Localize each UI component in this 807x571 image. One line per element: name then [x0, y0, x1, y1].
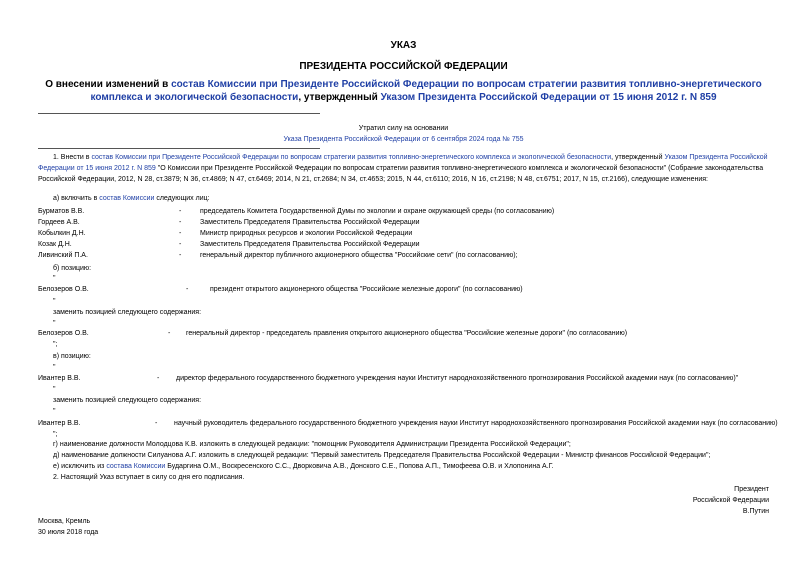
- divider-top: [38, 113, 320, 114]
- subject-link-commission[interactable]: состав Комиссии при Президенте Российской Федерации по вопросам стратегии развития топливно-энергетического комплекса и экологической безопасности: [90, 79, 762, 103]
- item-c-new-role: научный руководитель федерального государственного бюджетного учреждения науки Институт народнохозяйственного прогнозирования Российской академии наук (по согласованию): [174, 420, 778, 427]
- item-e-post: Бударгина О.М., Воскресенского С.С., Дворковича А.В., Донского С.Е., Попова А.П., Тимофеева О.В. и Хлопонина А.Г.: [165, 463, 554, 470]
- signature-title-1: Президент: [734, 486, 769, 493]
- item-e-link[interactable]: состава Комиссии: [106, 463, 166, 470]
- signature-title-2: Российской Федерации: [692, 497, 769, 504]
- quote-mark: ": [53, 408, 56, 415]
- item-c-old-name: Ивантер В.В.: [38, 375, 81, 382]
- item-b-new-name: Белозеров О.В.: [38, 330, 89, 337]
- lost-force-link[interactable]: Указа Президента Российской Федерации от 6 сентября 2024 года № 755: [283, 136, 524, 143]
- item-a-intro: [53, 195, 210, 202]
- item-b-replace-label: заменить позицией следующего содержания:: [53, 309, 202, 316]
- item-e: [53, 463, 554, 470]
- member-name: Козак Д.Н.: [38, 241, 72, 248]
- member-role: Заместитель Председателя Правительства Российской Федерации: [200, 241, 420, 248]
- member-role: председатель Комитета Государственной Думы по экологии и охране окружающей среды (по согласованию): [200, 208, 555, 215]
- quote-mark: ": [53, 320, 56, 327]
- p1-text-b: , утвержденный: [611, 154, 665, 161]
- decree-issuer: ПРЕЗИДЕНТА РОССИЙСКОЙ ФЕДЕРАЦИИ: [299, 61, 508, 72]
- quote-mark: ": [53, 275, 56, 282]
- item-g: г) наименование должности Молодцова К.В. изложить в следующей редакции: "помощник Руководителя Администрации Президента Российской Федерации";: [53, 441, 571, 448]
- subject-text-1: О внесении изменений в: [45, 79, 172, 90]
- member-role: генеральный директор публичного акционерного общества "Российские сети" (по согласованию);: [200, 252, 518, 259]
- item-b-old-dash: -: [186, 286, 189, 293]
- quote-mark: ": [53, 298, 56, 305]
- p1-link-decree[interactable]: Указом Президента Российской Федерации от 15 июня 2012 г. N 859: [38, 154, 768, 172]
- member-dash: -: [179, 219, 182, 226]
- decree-heading: УКАЗ: [390, 40, 417, 51]
- member-dash: -: [179, 241, 182, 248]
- member-name: Кобылкин Д.Н.: [38, 230, 86, 237]
- lost-force-link-line: [0, 136, 807, 143]
- item-b-old-role: президент открытого акционерного общества "Российские железные дороги" (по согласованию): [210, 286, 523, 293]
- item-a-pre: а) включить в: [53, 195, 100, 202]
- member-dash: -: [179, 252, 182, 259]
- item-c-old-dash: -: [157, 375, 160, 382]
- item-e-pre: е) исключить из: [53, 463, 107, 470]
- item-c-replace-label: заменить позицией следующего содержания:: [53, 397, 202, 404]
- sign-place: Москва, Кремль: [38, 518, 91, 525]
- item-a-link[interactable]: состав Комиссии: [99, 195, 155, 202]
- member-name: Ливинский П.А.: [38, 252, 88, 259]
- item-b-new-role: генеральный директор - председатель правления открытого акционерного общества "Российские железные дороги" (по согласованию): [186, 330, 628, 337]
- decree-subject: [40, 78, 767, 104]
- item-b-new-dash: -: [168, 330, 171, 337]
- subject-text-2: , утвержденный: [298, 92, 381, 103]
- quote-mark: ": [53, 364, 56, 371]
- member-role: Заместитель Председателя Правительства Российской Федерации: [200, 219, 420, 226]
- member-name: Гордеев А.В.: [38, 219, 80, 226]
- signature-name: В.Путин: [742, 508, 769, 515]
- lost-force-note: Утратил силу на основании: [358, 125, 449, 132]
- quote-close: ";: [53, 341, 58, 348]
- p1-link-commission[interactable]: состав Комиссии при Президенте Российской Федерации по вопросам стратегии развития топливно-энергетического комплекса и экологической безопасности: [91, 154, 612, 161]
- paragraph-2: 2. Настоящий Указ вступает в силу со дня его подписания.: [53, 474, 245, 481]
- member-name: Бурматов В.В.: [38, 208, 85, 215]
- item-a-post: следующих лиц:: [154, 195, 210, 202]
- p1-text-a: 1. Внести в: [53, 154, 92, 161]
- quote-mark: ": [53, 386, 56, 393]
- member-role: Министр природных ресурсов и экологии Российской Федерации: [200, 230, 413, 237]
- member-dash: -: [179, 230, 182, 237]
- subject-link-decree[interactable]: Указом Президента Российской Федерации от 15 июня 2012 г. N 859: [380, 92, 717, 103]
- item-c-old-role: директор федерального государственного бюджетного учреждения науки Институт народнохозяйственного прогнозирования Российской академии наук (по согласованию)": [176, 375, 739, 382]
- p1-text-c: "О Комиссии при Президенте Российской Федерации по вопросам стратегии развития топливно-энергетического комплекса и экологической безопасности" (Собрание законодательства Российской Федерации, 2012, N 28, ст.3879; N 36, ст.4869; N 47, ст.6469; 2014, N 21, ст.2684; N 34, ст.4653; 2015, N 44, ст.6110; 2016, N 16, ст.2198; N 48, ст.6751; 2017, N 15, ст.2166), следующие изменения:: [38, 165, 764, 183]
- paragraph-1: [38, 152, 769, 185]
- sign-date: 30 июля 2018 года: [38, 529, 99, 536]
- item-c-label: в) позицию:: [53, 353, 91, 360]
- item-d: д) наименование должности Силуанова А.Г. изложить в следующей редакции: "Первый заместитель Председателя Правительства Российской Федерации - Министр финансов Российской Федерации";: [53, 452, 711, 459]
- item-c-new-dash: -: [155, 420, 158, 427]
- divider-bottom: [38, 148, 320, 149]
- member-dash: -: [179, 208, 182, 215]
- item-c-new-name: Ивантер В.В.: [38, 420, 81, 427]
- item-b-label: б) позицию:: [53, 265, 92, 272]
- quote-close: ";: [53, 431, 58, 438]
- item-b-old-name: Белозеров О.В.: [38, 286, 89, 293]
